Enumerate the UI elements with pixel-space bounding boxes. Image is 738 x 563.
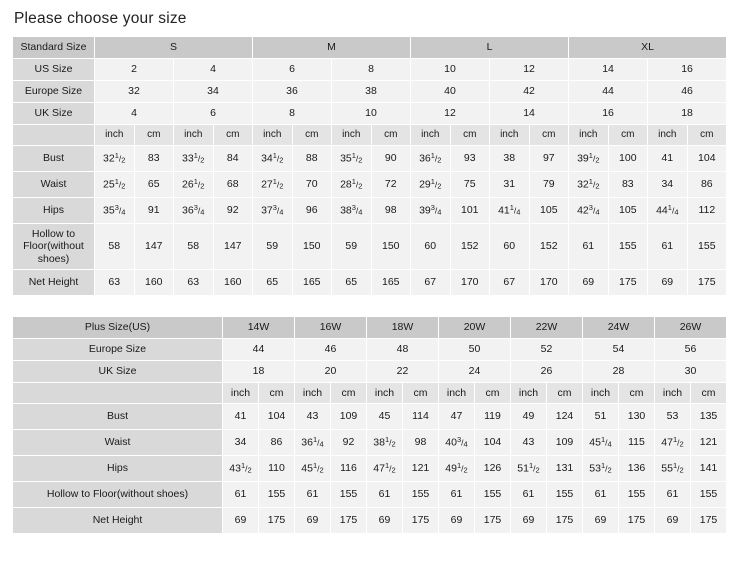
hips-cell: 98 [371,198,411,224]
bust-cell: 83 [134,146,174,172]
us-size-cell: 6 [253,59,332,81]
waist-cell: 43 [511,430,547,456]
bust-cell: 124 [547,404,583,430]
bust-cell: 104 [259,404,295,430]
hips-cell: 96 [292,198,332,224]
hips-cell: $44^1/_4$ [648,198,688,224]
bust-cell: 41 [648,146,688,172]
plus-size-table [12,316,727,534]
bust-cell: 88 [292,146,332,172]
net-height-cell: 175 [475,508,511,534]
table-row-net-height [13,270,727,296]
unit-cell: inch [511,383,547,404]
row-label-hollow-to-floor: Hollow to Floor(without shoes) [13,224,95,270]
waist-cell: $32^1/_2$ [569,172,609,198]
uk-size-cell: 26 [511,361,583,383]
row-label-units [13,383,223,404]
europe-size-cell: 46 [295,339,367,361]
waist-cell: 121 [691,430,727,456]
us-size-cell: 4 [174,59,253,81]
hips-cell: 112 [687,198,727,224]
waist-cell: $47^1/_2$ [655,430,691,456]
hollow-cell: 155 [691,482,727,508]
hollow-cell: 61 [367,482,403,508]
plus-size-header: 14W [223,317,295,339]
uk-size-cell: 22 [367,361,439,383]
uk-size-cell: 8 [253,103,332,125]
bust-cell: $36^1/_2$ [411,146,451,172]
bust-cell: 135 [691,404,727,430]
waist-cell: 31 [490,172,530,198]
row-label-us-size: US Size [13,59,95,81]
net-height-cell: 69 [295,508,331,534]
net-height-cell: 165 [292,270,332,296]
plus-size-header: 24W [583,317,655,339]
row-label-bust: Bust [13,146,95,172]
hips-cell: $45^1/_2$ [295,456,331,482]
hollow-cell: 61 [511,482,547,508]
bust-cell: 43 [295,404,331,430]
group-s: S [95,37,253,59]
us-size-cell: 14 [569,59,648,81]
hips-cell: $38^3/_4$ [332,198,372,224]
unit-cell: inch [583,383,619,404]
europe-size-cell: 36 [253,81,332,103]
bust-cell: $39^1/_2$ [569,146,609,172]
hips-cell: 136 [619,456,655,482]
bust-cell: 119 [475,404,511,430]
row-label-plus-size: Plus Size(US) [13,317,223,339]
hips-cell: 92 [213,198,253,224]
hips-cell: $43^1/_2$ [223,456,259,482]
unit-cell: inch [648,125,688,146]
row-label-hollow-to-floor: Hollow to Floor(without shoes) [13,482,223,508]
unit-cell: cm [134,125,174,146]
hollow-cell: 150 [292,224,332,270]
hollow-cell: 155 [687,224,727,270]
waist-cell: 65 [134,172,174,198]
table-row-units-plus [13,383,727,404]
us-size-cell: 10 [411,59,490,81]
europe-size-cell: 56 [655,339,727,361]
hips-cell: 131 [547,456,583,482]
net-height-cell: 175 [403,508,439,534]
uk-size-cell: 12 [411,103,490,125]
bust-cell: 47 [439,404,475,430]
waist-cell: 34 [223,430,259,456]
waist-cell: 109 [547,430,583,456]
unit-cell: inch [95,125,135,146]
row-label-europe-size: Europe Size [13,81,95,103]
table-row-uk-size [13,103,727,125]
uk-size-cell: 30 [655,361,727,383]
net-height-cell: 170 [450,270,490,296]
row-label-net-height: Net Height [13,270,95,296]
net-height-cell: 69 [655,508,691,534]
table-row-net-height-plus [13,508,727,534]
unit-cell: cm [213,125,253,146]
hollow-cell: 155 [608,224,648,270]
net-height-cell: 69 [569,270,609,296]
net-height-cell: 69 [367,508,403,534]
waist-cell: 86 [259,430,295,456]
table-row-hips-plus [13,456,727,482]
hollow-cell: 61 [583,482,619,508]
bust-cell: 51 [583,404,619,430]
table-row-waist-plus [13,430,727,456]
net-height-cell: 69 [583,508,619,534]
unit-cell: cm [450,125,490,146]
hips-cell: $37^3/_4$ [253,198,293,224]
uk-size-cell: 6 [174,103,253,125]
page-title: Please choose your size [14,10,187,27]
hollow-cell: 58 [95,224,135,270]
europe-size-cell: 48 [367,339,439,361]
hollow-cell: 61 [295,482,331,508]
hollow-cell: 60 [490,224,530,270]
hollow-cell: 61 [655,482,691,508]
unit-cell: inch [411,125,451,146]
waist-cell: $36^1/_4$ [295,430,331,456]
uk-size-cell: 20 [295,361,367,383]
table-row-hollow-to-floor [13,224,727,270]
bust-cell: 130 [619,404,655,430]
waist-cell: 34 [648,172,688,198]
table-row-waist [13,172,727,198]
net-height-cell: 65 [332,270,372,296]
uk-size-cell: 4 [95,103,174,125]
bust-cell: $32^1/_2$ [95,146,135,172]
row-label-units [13,125,95,146]
net-height-cell: 175 [687,270,727,296]
row-label-standard-size: Standard Size [13,37,95,59]
europe-size-cell: 32 [95,81,174,103]
plus-size-header: 18W [367,317,439,339]
waist-cell: $40^3/_4$ [439,430,475,456]
bust-cell: 90 [371,146,411,172]
net-height-cell: 67 [411,270,451,296]
hollow-cell: 59 [253,224,293,270]
hollow-cell: 155 [403,482,439,508]
table-row-uk-size-plus [13,361,727,383]
net-height-cell: 63 [174,270,214,296]
net-height-cell: 69 [648,270,688,296]
hips-cell: 105 [608,198,648,224]
table-row-bust-plus [13,404,727,430]
plus-size-header: 22W [511,317,583,339]
bust-cell: 49 [511,404,547,430]
group-xl: XL [569,37,727,59]
hips-cell: 110 [259,456,295,482]
hollow-cell: 155 [475,482,511,508]
waist-cell: 75 [450,172,490,198]
row-label-uk-size: UK Size [13,361,223,383]
plus-size-header: 26W [655,317,727,339]
waist-cell: 70 [292,172,332,198]
hips-cell: 116 [331,456,367,482]
row-label-net-height: Net Height [13,508,223,534]
unit-cell: cm [691,383,727,404]
bust-cell: 84 [213,146,253,172]
net-height-cell: 175 [608,270,648,296]
unit-cell: inch [367,383,403,404]
hollow-cell: 155 [547,482,583,508]
row-label-europe-size: Europe Size [13,339,223,361]
hollow-cell: 155 [259,482,295,508]
row-label-bust: Bust [13,404,223,430]
net-height-cell: 165 [371,270,411,296]
unit-cell: inch [295,383,331,404]
table-row-bust [13,146,727,172]
net-height-cell: 175 [547,508,583,534]
hips-cell: 91 [134,198,174,224]
bust-cell: 93 [450,146,490,172]
bust-cell: 45 [367,404,403,430]
bust-cell: $35^1/_2$ [332,146,372,172]
hollow-cell: 59 [332,224,372,270]
europe-size-cell: 54 [583,339,655,361]
hollow-cell: 61 [648,224,688,270]
us-size-cell: 8 [332,59,411,81]
hollow-cell: 152 [450,224,490,270]
net-height-cell: 175 [619,508,655,534]
hollow-cell: 152 [529,224,569,270]
unit-cell: cm [331,383,367,404]
unit-cell: inch [490,125,530,146]
waist-cell: 79 [529,172,569,198]
row-label-hips: Hips [13,198,95,224]
table-row-europe-size-plus [13,339,727,361]
table-row-europe-size [13,81,727,103]
waist-cell: 92 [331,430,367,456]
hollow-cell: 155 [331,482,367,508]
hips-cell: 141 [691,456,727,482]
net-height-cell: 160 [213,270,253,296]
uk-size-cell: 18 [223,361,295,383]
net-height-cell: 65 [253,270,293,296]
row-label-waist: Waist [13,430,223,456]
table-row-hollow-to-floor-plus [13,482,727,508]
net-height-cell: 69 [223,508,259,534]
hollow-cell: 155 [619,482,655,508]
net-height-cell: 67 [490,270,530,296]
europe-size-cell: 50 [439,339,511,361]
table-row-hips [13,198,727,224]
standard-size-table [12,36,727,296]
unit-cell: cm [687,125,727,146]
waist-cell: $27^1/_2$ [253,172,293,198]
waist-cell: $29^1/_2$ [411,172,451,198]
row-label-uk-size: UK Size [13,103,95,125]
waist-cell: $45^1/_4$ [583,430,619,456]
waist-cell: 86 [687,172,727,198]
plus-size-header: 16W [295,317,367,339]
waist-cell: 72 [371,172,411,198]
uk-size-cell: 14 [490,103,569,125]
hollow-cell: 61 [439,482,475,508]
uk-size-cell: 16 [569,103,648,125]
uk-size-cell: 24 [439,361,511,383]
uk-size-cell: 10 [332,103,411,125]
unit-cell: cm [292,125,332,146]
plus-size-header: 20W [439,317,511,339]
unit-cell: cm [547,383,583,404]
unit-cell: inch [332,125,372,146]
europe-size-cell: 40 [411,81,490,103]
bust-cell: 53 [655,404,691,430]
group-l: L [411,37,569,59]
net-height-cell: 160 [134,270,174,296]
hollow-cell: 150 [371,224,411,270]
row-label-waist: Waist [13,172,95,198]
europe-size-cell: 34 [174,81,253,103]
net-height-cell: 69 [511,508,547,534]
table-gap [12,296,726,316]
net-height-cell: 69 [439,508,475,534]
unit-cell: cm [619,383,655,404]
unit-cell: inch [253,125,293,146]
us-size-cell: 16 [648,59,727,81]
net-height-cell: 175 [259,508,295,534]
unit-cell: inch [439,383,475,404]
hollow-cell: 61 [223,482,259,508]
table-row-us-size [13,59,727,81]
waist-cell: $26^1/_2$ [174,172,214,198]
unit-cell: inch [223,383,259,404]
waist-cell: 115 [619,430,655,456]
waist-cell: $28^1/_2$ [332,172,372,198]
bust-cell: 104 [687,146,727,172]
europe-size-cell: 52 [511,339,583,361]
unit-cell: cm [371,125,411,146]
hollow-cell: 60 [411,224,451,270]
waist-cell: 68 [213,172,253,198]
waist-cell: 83 [608,172,648,198]
table-row-plus-size [13,317,727,339]
hollow-cell: 147 [134,224,174,270]
hips-cell: 121 [403,456,439,482]
hips-cell: $51^1/_2$ [511,456,547,482]
bust-cell: 97 [529,146,569,172]
bust-cell: $34^1/_2$ [253,146,293,172]
table-row-units [13,125,727,146]
hips-cell: $42^3/_4$ [569,198,609,224]
hips-cell: 105 [529,198,569,224]
hollow-cell: 147 [213,224,253,270]
hollow-cell: 58 [174,224,214,270]
europe-size-cell: 46 [648,81,727,103]
group-m: M [253,37,411,59]
hips-cell: $39^3/_4$ [411,198,451,224]
bust-cell: 109 [331,404,367,430]
bust-cell: 114 [403,404,439,430]
net-height-cell: 175 [691,508,727,534]
hips-cell: $49^1/_2$ [439,456,475,482]
net-height-cell: 175 [331,508,367,534]
unit-cell: cm [608,125,648,146]
unit-cell: inch [174,125,214,146]
unit-cell: cm [259,383,295,404]
hips-cell: $47^1/_2$ [367,456,403,482]
hips-cell: $41^1/_4$ [490,198,530,224]
europe-size-cell: 44 [569,81,648,103]
bust-cell: 41 [223,404,259,430]
us-size-cell: 2 [95,59,174,81]
waist-cell: 104 [475,430,511,456]
unit-cell: cm [475,383,511,404]
unit-cell: inch [655,383,691,404]
unit-cell: cm [403,383,439,404]
europe-size-cell: 44 [223,339,295,361]
hips-cell: $55^1/_2$ [655,456,691,482]
bust-cell: 38 [490,146,530,172]
bust-cell: 100 [608,146,648,172]
unit-cell: inch [569,125,609,146]
hips-cell: $53^1/_2$ [583,456,619,482]
hips-cell: $36^3/_4$ [174,198,214,224]
hips-cell: 126 [475,456,511,482]
hollow-cell: 61 [569,224,609,270]
hips-cell: $35^3/_4$ [95,198,135,224]
unit-cell: cm [529,125,569,146]
uk-size-cell: 28 [583,361,655,383]
waist-cell: $25^1/_2$ [95,172,135,198]
waist-cell: 98 [403,430,439,456]
net-height-cell: 63 [95,270,135,296]
hips-cell: 101 [450,198,490,224]
europe-size-cell: 42 [490,81,569,103]
waist-cell: $38^1/_2$ [367,430,403,456]
europe-size-cell: 38 [332,81,411,103]
net-height-cell: 170 [529,270,569,296]
table-row-standard-size [13,37,727,59]
row-label-hips: Hips [13,456,223,482]
us-size-cell: 12 [490,59,569,81]
bust-cell: $33^1/_2$ [174,146,214,172]
uk-size-cell: 18 [648,103,727,125]
